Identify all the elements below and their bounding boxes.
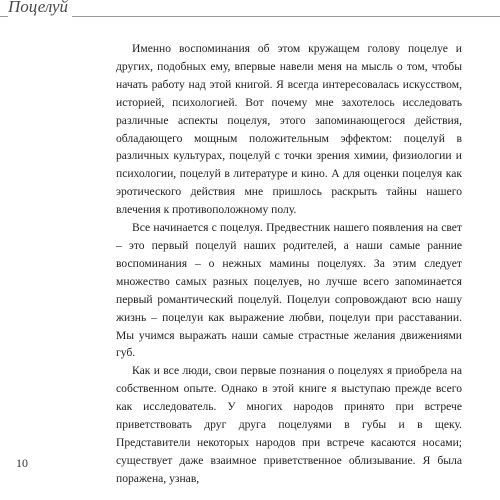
header-rule [0, 16, 500, 17]
paragraph-3: Как и все люди, свои первые познания о поцелуях я приобрела на собственном опыте. Однако в этой книге я выступаю прежде всего как исследователь. У многих народов принято при встрече приветствовать друг друга поцелуями в губы и в щеку. Представители некоторых народов при встрече касаются носами; существует даже взаимное приветственное облизывание. Я была поражена, узнав, [116, 364, 462, 485]
paragraph-1: Именно воспоминания об этом кружащем голову поцелуе и других, подобных ему, впервые навели меня на мысль о том, чтобы начать работу над этой книгой. Я всегда интересовалась искусством, историей, психологией. Вот почему мне захотелось исследовать различные аспекты поцелуя, этого запоминающегося действия, обладающего мощным положительным эффектом: поцелуй в различных культурах, поцелуй с точки зрения химии, физиологии и психологии, поцелуй в литературе и кино. А для оценки поцелуя как эротического действия мне пришлось раскрыть тайны нашего влечения к противоположному полу. [116, 42, 462, 217]
paragraph-2: Все начинается с поцелуя. Предвестник нашего появления на свет – это первый поцелуй наших родителей, а наши самые ранние воспоминания – о нежных мамины поцелуях. За этим следует множество самых разных поцелуев, но лучше всего запоминается первый романтический поцелуй. Поцелуи сопровождают всю нашу жизнь – поцелуи как выражение любви, поцелуи при расставании. Мы учимся выражать наши самые страстные желания движениями губ. [116, 221, 462, 360]
body-text [116, 40, 462, 488]
page-number: 10 [16, 456, 28, 470]
running-header-title: Поцелуй [8, 0, 72, 18]
